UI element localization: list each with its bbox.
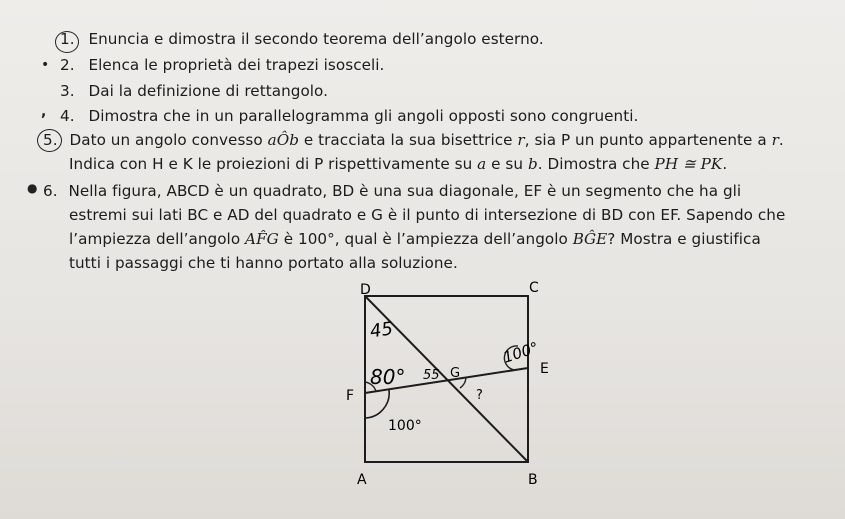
math-angle-afg: AF̂G [245,230,279,248]
handwritten-80: 80° [370,365,406,389]
question-text: l’ampiezza dell’angolo [69,230,246,248]
question-number: 4. [60,107,75,125]
question-text: e su [486,155,528,173]
label-b: B [528,472,538,488]
label-a: A [357,472,367,488]
pen-dot-mark: ● [27,181,38,195]
math-angle-aob: aÔb [267,131,299,149]
math-a: a [477,155,487,173]
question-text: Enuncia e dimostra il secondo teorema dell’angolo esterno. [88,30,544,48]
label-g: G [450,366,461,381]
math-r: r [517,131,525,149]
question-text: e tracciata la sua bisettrice [298,131,518,149]
question-text: Dato un angolo convesso [69,131,268,149]
math-100-degrees: 100° [298,230,335,248]
pen-comma-mark: , [41,104,47,120]
label-c: C [529,280,539,296]
question-number: 3. [60,82,75,100]
handwritten-55: 55 [423,368,440,383]
question-text: . [778,131,784,149]
question-number: 6. [43,182,58,200]
math-angle-bge: BĜE [572,230,608,248]
question-text: Dimostra che in un parallelogramma gli angoli opposti sono congruenti. [88,107,639,125]
handwritten-100: 100° [500,338,541,367]
label-e: E [540,361,549,377]
question-text: ? Mostra e giustifica [607,230,761,248]
question-text: , qual è l’ampiezza dell’angolo [334,230,573,248]
question-text: tutti i passaggi che ti hanno portato alla soluzione. [69,254,458,272]
math-b: b [527,155,538,173]
question-number: 1. [60,30,75,48]
question-text: , sia P un punto appartenente a [524,131,772,149]
question-text: è [278,230,298,248]
question-text: Dai la definizione di rettangolo. [88,82,329,100]
label-f: F [346,388,355,404]
question-text: Indica con H e K le proiezioni di P rispettivamente su [69,155,478,173]
angle-arc-afg [365,390,389,418]
label-d: D [360,282,371,298]
question-number: 2. [60,56,75,74]
question-text: Nella figura, ABCD è un quadrato, BD è una sua diagonale, EF è un segmento che ha gli [68,182,742,200]
question-number: 5. [43,131,58,149]
question-text: estremi sui lati BC e AD del quadrato e G è il punto di intersezione di BD con EF. Sapendo che [69,206,786,224]
math-ph-pk: PH ≅ PK [654,155,723,173]
math-r: r [771,131,779,149]
pen-dot-mark: • [41,57,50,73]
question-text: Elenca le proprietà dei trapezi isosceli. [88,56,385,74]
question-mark: ? [476,388,483,403]
handwritten-45: 45 [368,318,395,343]
question-text: . [722,155,728,173]
question-text: . Dimostra che [537,155,655,173]
angle-label-100: 100° [388,418,422,434]
